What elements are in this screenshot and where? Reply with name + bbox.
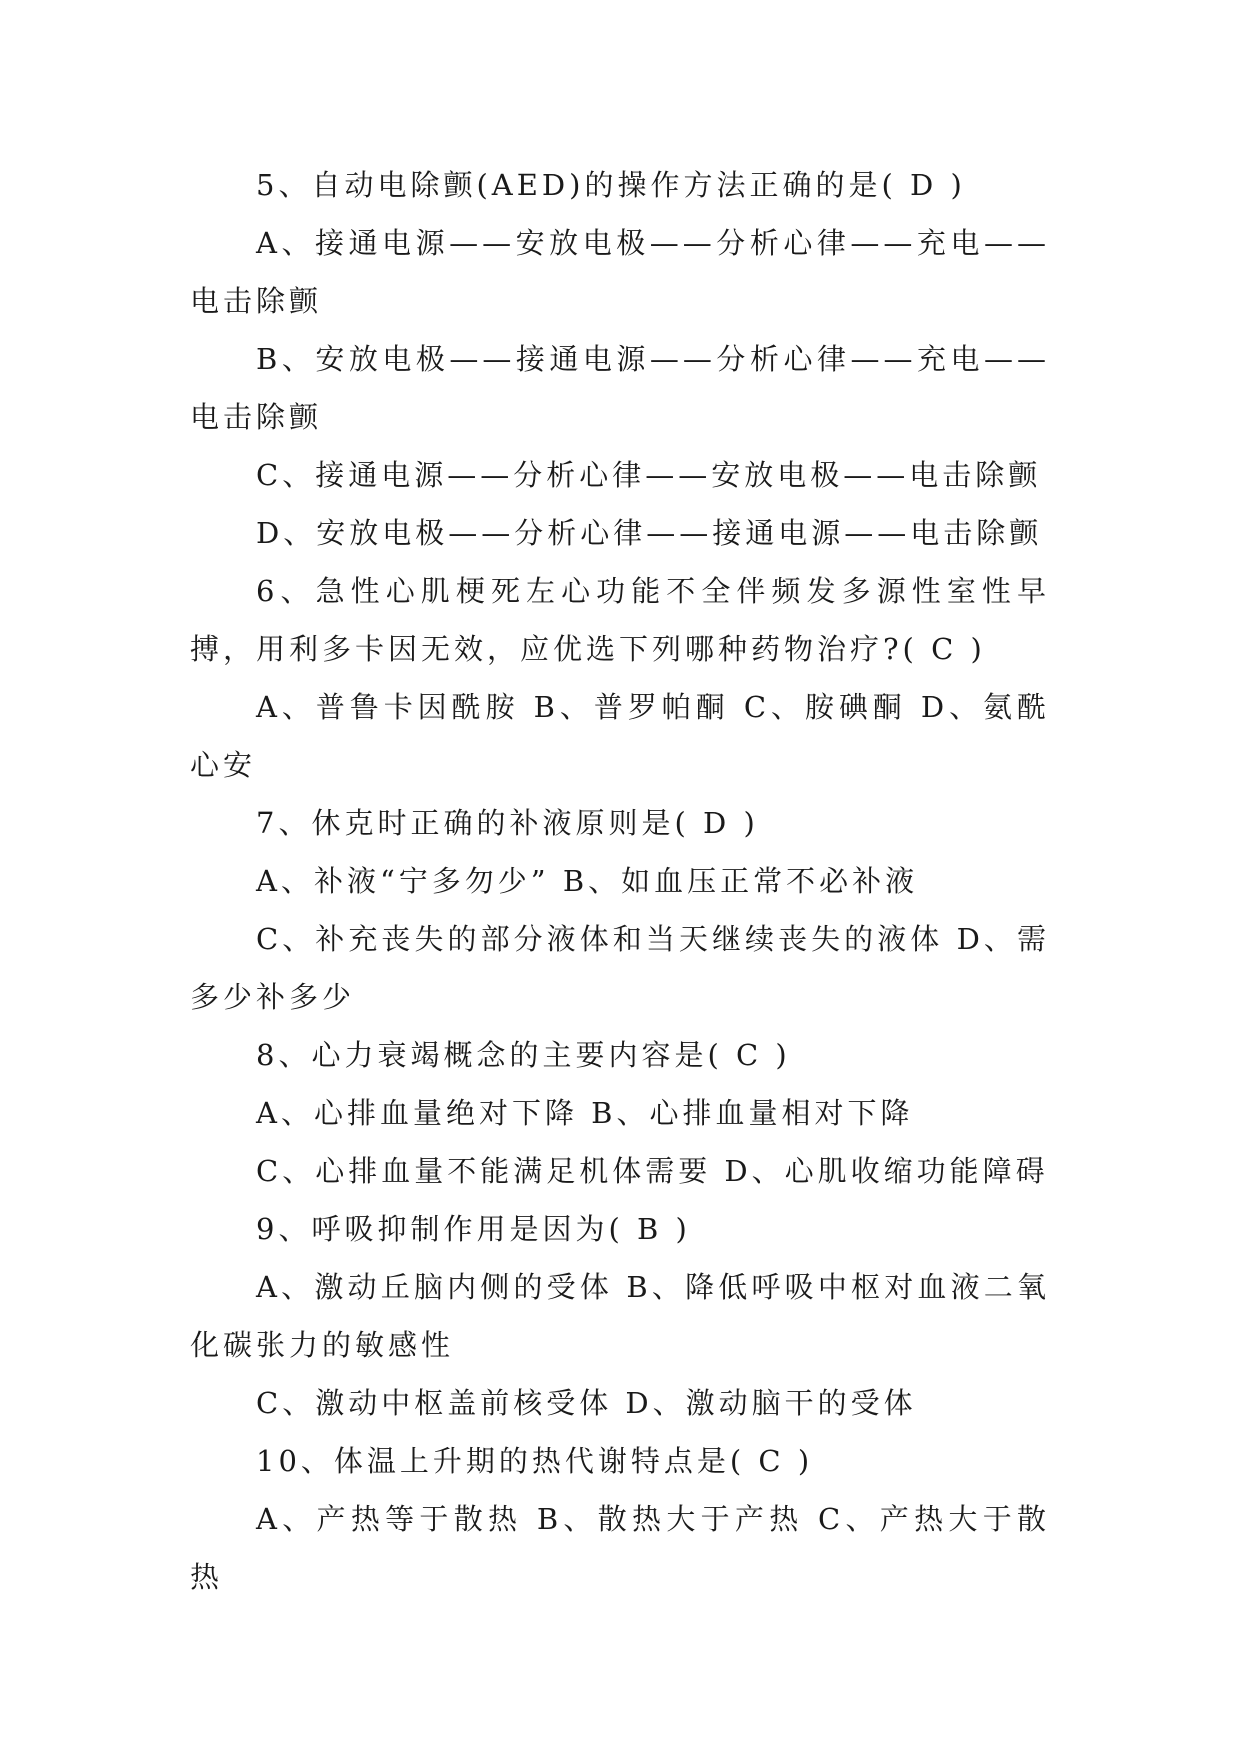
question-6-stem: 6、急性心肌梗死左心功能不全伴频发多源性室性早搏，用利多卡因无效，应优选下列哪种药物治疗?( C ) (190, 574, 1050, 666)
question-8-options-cd: C、心排血量不能满足机体需要 D、心肌收缩功能障碍 (256, 1154, 1049, 1188)
question-5-option-b: B、安放电极——接通电源——分析心律——充电——电击除颤 (190, 342, 1050, 434)
question-10-stem: 10、体温上升期的热代谢特点是( C ) (256, 1444, 814, 1478)
question-8-options-ab: A、心排血量绝对下降 B、心排血量相对下降 (256, 1096, 914, 1130)
question-9-stem: 9、呼吸抑制作用是因为( B ) (256, 1212, 691, 1246)
question-5-option-c: C、接通电源——分析心律——安放电极——电击除颤 (256, 458, 1042, 492)
question-5-option-a: A、接通电源——安放电极——分析心律——充电——电击除颤 (190, 226, 1050, 318)
question-7-options-cd: C、补充丧失的部分液体和当天继续丧失的液体 D、需多少补多少 (190, 922, 1050, 1014)
question-7-stem: 7、休克时正确的补液原则是( D ) (256, 806, 759, 840)
document-body (190, 156, 1050, 1606)
question-5-stem: 5、自动电除颤(AED)的操作方法正确的是( D ) (256, 168, 966, 202)
question-6-options: A、普鲁卡因酰胺 B、普罗帕酮 C、胺碘酮 D、氨酰心安 (190, 690, 1050, 782)
question-10-options: A、产热等于散热 B、散热大于产热 C、产热大于散热 (190, 1502, 1050, 1594)
question-9-options-ab: A、激动丘脑内侧的受体 B、降低呼吸中枢对血液二氧化碳张力的敏感性 (190, 1270, 1050, 1362)
question-7-options-ab: A、补液“宁多勿少” B、如血压正常不必补液 (256, 864, 919, 898)
question-5-option-d: D、安放电极——分析心律——接通电源——电击除颤 (256, 516, 1043, 550)
question-8-stem: 8、心力衰竭概念的主要内容是( C ) (256, 1038, 791, 1072)
question-9-options-cd: C、激动中枢盖前核受体 D、激动脑干的受体 (256, 1386, 917, 1420)
